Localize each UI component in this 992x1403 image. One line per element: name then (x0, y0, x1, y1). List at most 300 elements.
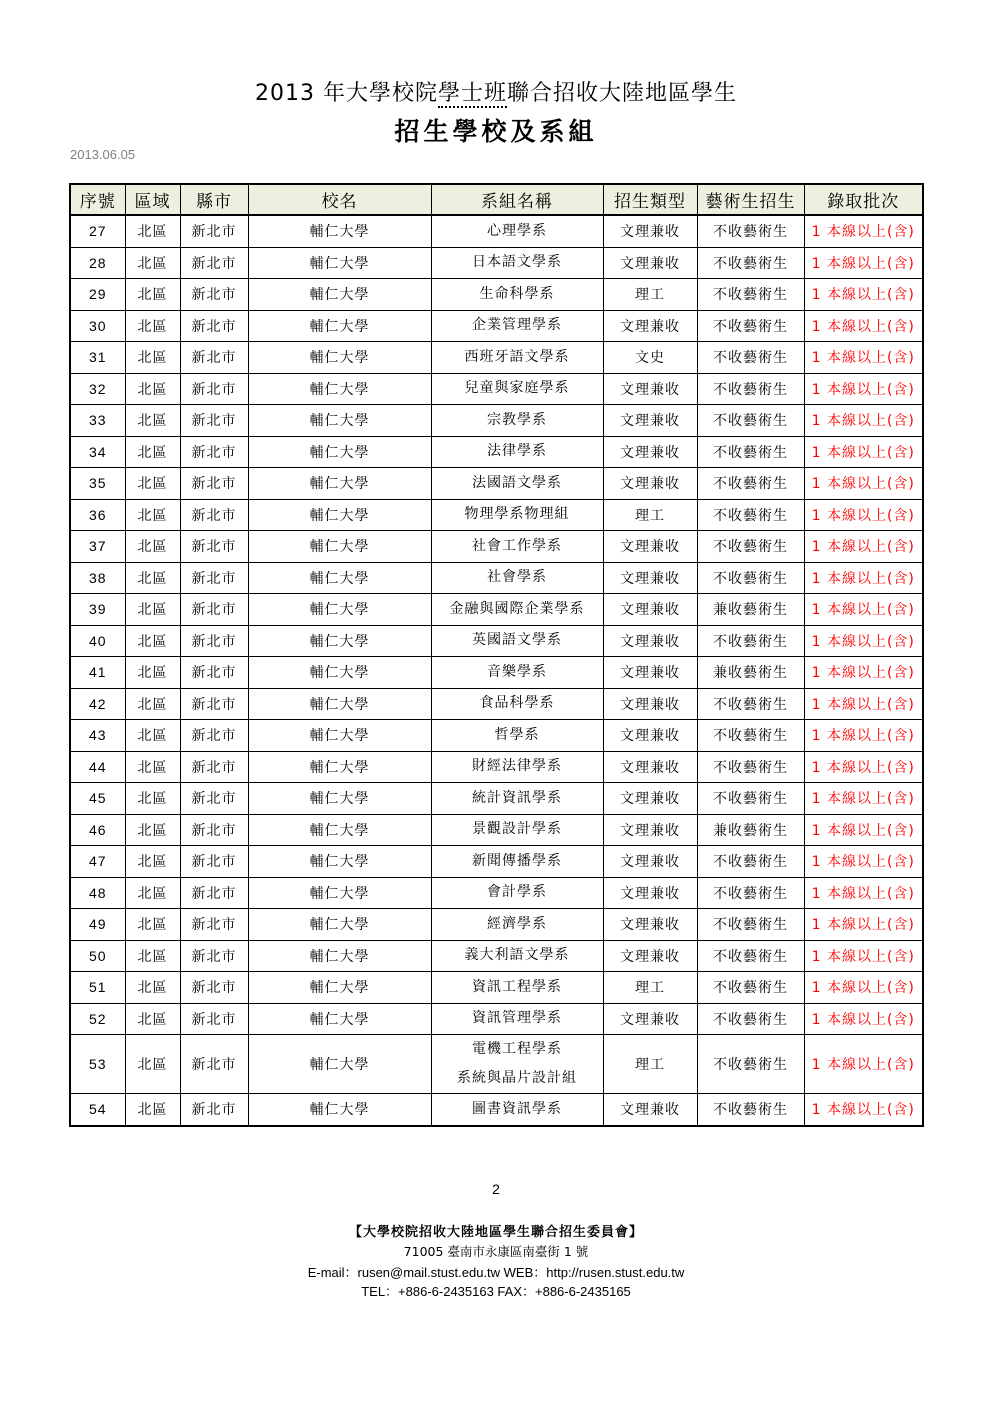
cell-admission-batch: 1 本線以上(含) (804, 531, 923, 563)
cell-art-student: 不收藝術生 (697, 1094, 804, 1126)
cell-art-student: 不收藝術生 (697, 625, 804, 657)
cell-region: 北區 (125, 279, 180, 311)
table-row (70, 405, 923, 437)
cell-department (431, 1035, 603, 1094)
cell-admission-batch: 1 本線以上(含) (804, 877, 923, 909)
cell-enroll-type: 文理兼收 (603, 405, 697, 437)
cell-department (431, 279, 603, 311)
cell-department (431, 751, 603, 783)
cell-admission-batch: 1 本線以上(含) (804, 940, 923, 972)
cell-art-student: 不收藝術生 (697, 688, 804, 720)
table-row (70, 1003, 923, 1035)
table-row (70, 373, 923, 405)
cell-enroll-type: 文理兼收 (603, 909, 697, 941)
cell-city: 新北市 (180, 531, 248, 563)
cell-admission-batch: 1 本線以上(含) (804, 814, 923, 846)
cell-seq: 30 (70, 310, 125, 342)
cell-enroll-type: 理工 (603, 279, 697, 311)
cell-seq: 34 (70, 436, 125, 468)
cell-region: 北區 (125, 972, 180, 1004)
table-row (70, 1094, 923, 1126)
cell-art-student: 兼收藝術生 (697, 657, 804, 689)
cell-region: 北區 (125, 247, 180, 279)
department-line: 法國語文學系 (472, 474, 562, 491)
cell-school: 輔仁大學 (248, 562, 431, 594)
cell-enroll-type: 理工 (603, 499, 697, 531)
department-line: 法律學系 (487, 443, 547, 460)
cell-art-student: 不收藝術生 (697, 783, 804, 815)
table-row (70, 436, 923, 468)
cell-seq: 41 (70, 657, 125, 689)
table-row (70, 342, 923, 374)
cell-seq: 51 (70, 972, 125, 1004)
cell-admission-batch: 1 本線以上(含) (804, 436, 923, 468)
cell-art-student: 不收藝術生 (697, 373, 804, 405)
department-line: 食品科學系 (479, 695, 555, 712)
cell-art-student: 不收藝術生 (697, 342, 804, 374)
department-line: 日本語文學系 (472, 254, 562, 271)
cell-school: 輔仁大學 (248, 909, 431, 941)
cell-enroll-type: 文理兼收 (603, 436, 697, 468)
cell-enroll-type: 文理兼收 (603, 720, 697, 752)
cell-department (431, 877, 603, 909)
cell-enroll-type: 文理兼收 (603, 594, 697, 626)
department-line: 經濟學系 (487, 915, 547, 932)
column-header: 縣市 (180, 184, 248, 215)
cell-city: 新北市 (180, 405, 248, 437)
cell-region: 北區 (125, 1094, 180, 1126)
cell-seq: 39 (70, 594, 125, 626)
footer-organization: 【大學校院招收大陸地區學生聯合招生委員會】 (348, 1225, 643, 1240)
cell-department (431, 373, 603, 405)
cell-city: 新北市 (180, 247, 248, 279)
cell-seq: 42 (70, 688, 125, 720)
cell-enroll-type: 文理兼收 (603, 531, 697, 563)
cell-seq: 50 (70, 940, 125, 972)
department-line: 圖書資訊學系 (472, 1100, 562, 1117)
cell-department (431, 1003, 603, 1035)
cell-school: 輔仁大學 (248, 972, 431, 1004)
cell-region: 北區 (125, 1035, 180, 1094)
cell-enroll-type: 文理兼收 (603, 688, 697, 720)
cell-department (431, 562, 603, 594)
table-row (70, 562, 923, 594)
cell-department (431, 499, 603, 531)
department-line: 社會學系 (487, 569, 547, 586)
cell-region: 北區 (125, 783, 180, 815)
cell-admission-batch: 1 本線以上(含) (804, 279, 923, 311)
cell-enroll-type: 文理兼收 (603, 1094, 697, 1126)
cell-city: 新北市 (180, 594, 248, 626)
cell-department (431, 342, 603, 374)
cell-city: 新北市 (180, 751, 248, 783)
department-line: 物理學系物理組 (464, 506, 570, 523)
cell-art-student: 不收藝術生 (697, 562, 804, 594)
table-row (70, 657, 923, 689)
cell-city: 新北市 (180, 972, 248, 1004)
cell-region: 北區 (125, 436, 180, 468)
cell-department (431, 436, 603, 468)
column-header: 系組名稱 (431, 184, 603, 215)
column-header: 區域 (125, 184, 180, 215)
department-line: 系統與晶片設計組 (457, 1070, 577, 1086)
cell-admission-batch: 1 本線以上(含) (804, 909, 923, 941)
cell-admission-batch: 1 本線以上(含) (804, 342, 923, 374)
cell-city: 新北市 (180, 657, 248, 689)
table-row (70, 247, 923, 279)
department-line: 兒童與家庭學系 (464, 380, 570, 397)
cell-school: 輔仁大學 (248, 310, 431, 342)
cell-department (431, 215, 603, 247)
cell-department (431, 468, 603, 500)
cell-art-student: 不收藝術生 (697, 468, 804, 500)
cell-admission-batch: 1 本線以上(含) (804, 751, 923, 783)
cell-department (431, 1094, 603, 1126)
cell-enroll-type: 文理兼收 (603, 877, 697, 909)
cell-admission-batch: 1 本線以上(含) (804, 499, 923, 531)
cell-school: 輔仁大學 (248, 405, 431, 437)
table-row (70, 279, 923, 311)
table-row (70, 814, 923, 846)
column-header: 校名 (248, 184, 431, 215)
footer-email-web: E-mail：rusen@mail.stust.edu.tw WEB：http://rusen.stust.edu.tw (307, 1265, 685, 1280)
cell-school: 輔仁大學 (248, 1035, 431, 1094)
cell-enroll-type: 文理兼收 (603, 751, 697, 783)
document-date: 2013.06.05 (70, 147, 136, 162)
department-line: 統計資訊學系 (472, 789, 562, 806)
department-line: 景觀設計學系 (472, 821, 562, 838)
table-row (70, 625, 923, 657)
cell-region: 北區 (125, 594, 180, 626)
cell-region: 北區 (125, 625, 180, 657)
table-row (70, 594, 923, 626)
cell-enroll-type: 文理兼收 (603, 1003, 697, 1035)
cell-school: 輔仁大學 (248, 877, 431, 909)
cell-region: 北區 (125, 877, 180, 909)
cell-seq: 36 (70, 499, 125, 531)
department-line: 新聞傳播學系 (472, 852, 562, 869)
cell-enroll-type: 理工 (603, 972, 697, 1004)
department-line: 財經法律學系 (472, 758, 562, 775)
cell-admission-batch: 1 本線以上(含) (804, 310, 923, 342)
cell-enroll-type: 文理兼收 (603, 215, 697, 247)
cell-school: 輔仁大學 (248, 436, 431, 468)
cell-art-student: 不收藝術生 (697, 909, 804, 941)
cell-admission-batch: 1 本線以上(含) (804, 405, 923, 437)
cell-enroll-type: 文理兼收 (603, 310, 697, 342)
cell-school: 輔仁大學 (248, 940, 431, 972)
cell-department (431, 657, 603, 689)
cell-region: 北區 (125, 909, 180, 941)
cell-admission-batch: 1 本線以上(含) (804, 720, 923, 752)
cell-art-student: 兼收藝術生 (697, 814, 804, 846)
department-line: 資訊工程學系 (472, 978, 562, 995)
department-line: 會計學系 (487, 884, 547, 901)
cell-region: 北區 (125, 814, 180, 846)
cell-admission-batch: 1 本線以上(含) (804, 972, 923, 1004)
table-row (70, 1035, 923, 1094)
cell-school: 輔仁大學 (248, 846, 431, 878)
cell-department (431, 594, 603, 626)
cell-school: 輔仁大學 (248, 657, 431, 689)
table-row (70, 215, 923, 247)
cell-admission-batch: 1 本線以上(含) (804, 846, 923, 878)
cell-region: 北區 (125, 310, 180, 342)
cell-city: 新北市 (180, 562, 248, 594)
cell-seq: 45 (70, 783, 125, 815)
cell-school: 輔仁大學 (248, 688, 431, 720)
cell-department (431, 247, 603, 279)
cell-region: 北區 (125, 405, 180, 437)
cell-region: 北區 (125, 562, 180, 594)
cell-seq: 28 (70, 247, 125, 279)
cell-enroll-type: 文理兼收 (603, 562, 697, 594)
cell-enroll-type: 文理兼收 (603, 657, 697, 689)
cell-seq: 43 (70, 720, 125, 752)
cell-art-student: 不收藝術生 (697, 720, 804, 752)
table-row (70, 783, 923, 815)
cell-art-student: 不收藝術生 (697, 972, 804, 1004)
department-line: 生命科學系 (479, 285, 555, 302)
cell-art-student: 不收藝術生 (697, 247, 804, 279)
cell-region: 北區 (125, 940, 180, 972)
cell-seq: 37 (70, 531, 125, 563)
table-row (70, 531, 923, 563)
cell-region: 北區 (125, 342, 180, 374)
table-header-row (70, 184, 923, 215)
cell-enroll-type: 文理兼收 (603, 373, 697, 405)
cell-city: 新北市 (180, 846, 248, 878)
cell-art-student: 不收藝術生 (697, 877, 804, 909)
department-line: 哲學系 (494, 726, 540, 743)
cell-department (431, 688, 603, 720)
cell-city: 新北市 (180, 720, 248, 752)
cell-city: 新北市 (180, 1094, 248, 1126)
cell-admission-batch: 1 本線以上(含) (804, 625, 923, 657)
cell-department (431, 310, 603, 342)
table-row (70, 972, 923, 1004)
cell-region: 北區 (125, 499, 180, 531)
document-title-line1 (0, 76, 992, 107)
cell-art-student: 不收藝術生 (697, 436, 804, 468)
cell-department (431, 531, 603, 563)
cell-city: 新北市 (180, 499, 248, 531)
cell-art-student: 不收藝術生 (697, 751, 804, 783)
cell-art-student: 兼收藝術生 (697, 594, 804, 626)
department-line: 義大利語文學系 (464, 947, 570, 964)
cell-school: 輔仁大學 (248, 247, 431, 279)
cell-admission-batch: 1 本線以上(含) (804, 1035, 923, 1094)
cell-school: 輔仁大學 (248, 814, 431, 846)
table-row (70, 499, 923, 531)
cell-department (431, 720, 603, 752)
cell-enroll-type: 文理兼收 (603, 625, 697, 657)
cell-department (431, 909, 603, 941)
cell-art-student: 不收藝術生 (697, 405, 804, 437)
department-line: 心理學系 (487, 222, 547, 239)
cell-enroll-type: 文理兼收 (603, 783, 697, 815)
cell-department (431, 814, 603, 846)
table-row (70, 310, 923, 342)
cell-art-student: 不收藝術生 (697, 1035, 804, 1094)
title-dotted-emphasis: 學士班 (437, 81, 507, 106)
cell-seq: 27 (70, 215, 125, 247)
page-number: 2 (492, 1181, 500, 1197)
department-line: 資訊管理學系 (472, 1010, 562, 1027)
title-prefix: 2013 年大學校院 (254, 81, 438, 106)
cell-admission-batch: 1 本線以上(含) (804, 688, 923, 720)
cell-school: 輔仁大學 (248, 468, 431, 500)
document-title-line2: 招生學校及系組 (394, 117, 598, 146)
title-suffix: 聯合招收大陸地區學生 (506, 81, 737, 106)
cell-admission-batch: 1 本線以上(含) (804, 594, 923, 626)
cell-region: 北區 (125, 373, 180, 405)
table-row (70, 688, 923, 720)
cell-city: 新北市 (180, 909, 248, 941)
cell-enroll-type: 文理兼收 (603, 940, 697, 972)
footer-phone-fax: TEL：+886-6-2435163 FAX：+886-6-2435165 (361, 1284, 631, 1299)
cell-admission-batch: 1 本線以上(含) (804, 373, 923, 405)
cell-seq: 29 (70, 279, 125, 311)
cell-department (431, 783, 603, 815)
cell-art-student: 不收藝術生 (697, 215, 804, 247)
cell-admission-batch: 1 本線以上(含) (804, 1003, 923, 1035)
cell-region: 北區 (125, 720, 180, 752)
cell-city: 新北市 (180, 279, 248, 311)
department-line: 西班牙語文學系 (464, 348, 570, 365)
cell-admission-batch: 1 本線以上(含) (804, 1094, 923, 1126)
cell-seq: 46 (70, 814, 125, 846)
cell-city: 新北市 (180, 814, 248, 846)
cell-art-student: 不收藝術生 (697, 846, 804, 878)
cell-seq: 53 (70, 1035, 125, 1094)
cell-school: 輔仁大學 (248, 1003, 431, 1035)
cell-school: 輔仁大學 (248, 215, 431, 247)
cell-city: 新北市 (180, 940, 248, 972)
cell-region: 北區 (125, 215, 180, 247)
cell-admission-batch: 1 本線以上(含) (804, 247, 923, 279)
cell-city: 新北市 (180, 1003, 248, 1035)
cell-city: 新北市 (180, 436, 248, 468)
cell-department (431, 972, 603, 1004)
cell-city: 新北市 (180, 783, 248, 815)
cell-seq: 54 (70, 1094, 125, 1126)
cell-school: 輔仁大學 (248, 531, 431, 563)
department-line: 社會工作學系 (472, 537, 562, 554)
cell-art-student: 不收藝術生 (697, 940, 804, 972)
cell-art-student: 不收藝術生 (697, 531, 804, 563)
table-row (70, 846, 923, 878)
cell-region: 北區 (125, 1003, 180, 1035)
cell-city: 新北市 (180, 1035, 248, 1094)
cell-seq: 32 (70, 373, 125, 405)
cell-school: 輔仁大學 (248, 373, 431, 405)
cell-school: 輔仁大學 (248, 783, 431, 815)
cell-admission-batch: 1 本線以上(含) (804, 468, 923, 500)
cell-seq: 31 (70, 342, 125, 374)
cell-school: 輔仁大學 (248, 594, 431, 626)
cell-city: 新北市 (180, 877, 248, 909)
department-line: 企業管理學系 (472, 317, 562, 334)
table-row (70, 877, 923, 909)
cell-seq: 40 (70, 625, 125, 657)
cell-region: 北區 (125, 751, 180, 783)
cell-enroll-type: 文理兼收 (603, 468, 697, 500)
cell-admission-batch: 1 本線以上(含) (804, 657, 923, 689)
cell-school: 輔仁大學 (248, 499, 431, 531)
cell-admission-batch: 1 本線以上(含) (804, 562, 923, 594)
cell-art-student: 不收藝術生 (697, 279, 804, 311)
cell-admission-batch: 1 本線以上(含) (804, 783, 923, 815)
table-row (70, 468, 923, 500)
column-header: 序號 (70, 184, 125, 215)
cell-city: 新北市 (180, 215, 248, 247)
cell-school: 輔仁大學 (248, 342, 431, 374)
column-header: 藝術生招生 (697, 184, 804, 215)
department-line: 電機工程學系 (472, 1041, 562, 1057)
cell-enroll-type: 文理兼收 (603, 247, 697, 279)
cell-school: 輔仁大學 (248, 720, 431, 752)
cell-seq: 44 (70, 751, 125, 783)
table-row (70, 909, 923, 941)
cell-city: 新北市 (180, 310, 248, 342)
cell-city: 新北市 (180, 342, 248, 374)
column-header: 招生類型 (603, 184, 697, 215)
cell-city: 新北市 (180, 688, 248, 720)
cell-city: 新北市 (180, 373, 248, 405)
cell-city: 新北市 (180, 625, 248, 657)
cell-school: 輔仁大學 (248, 279, 431, 311)
column-header: 錄取批次 (804, 184, 923, 215)
cell-seq: 47 (70, 846, 125, 878)
cell-school: 輔仁大學 (248, 1094, 431, 1126)
enrollment-table (69, 183, 924, 1127)
cell-region: 北區 (125, 846, 180, 878)
cell-region: 北區 (125, 468, 180, 500)
cell-region: 北區 (125, 531, 180, 563)
department-line: 音樂學系 (487, 663, 547, 680)
cell-seq: 52 (70, 1003, 125, 1035)
cell-school: 輔仁大學 (248, 751, 431, 783)
cell-art-student: 不收藝術生 (697, 310, 804, 342)
cell-seq: 35 (70, 468, 125, 500)
cell-art-student: 不收藝術生 (697, 499, 804, 531)
department-line: 金融與國際企業學系 (449, 600, 585, 617)
cell-department (431, 405, 603, 437)
table-row (70, 720, 923, 752)
department-line: 英國語文學系 (472, 632, 562, 649)
cell-department (431, 625, 603, 657)
cell-seq: 49 (70, 909, 125, 941)
cell-school: 輔仁大學 (248, 625, 431, 657)
cell-art-student: 不收藝術生 (697, 1003, 804, 1035)
cell-department (431, 846, 603, 878)
table-body (70, 215, 923, 1126)
footer-address: 71005 臺南市永康區南臺街 1 號 (403, 1244, 589, 1259)
cell-seq: 38 (70, 562, 125, 594)
table-row (70, 940, 923, 972)
cell-region: 北區 (125, 657, 180, 689)
cell-seq: 48 (70, 877, 125, 909)
cell-department (431, 940, 603, 972)
cell-enroll-type: 文史 (603, 342, 697, 374)
department-line: 宗教學系 (487, 411, 547, 428)
cell-region: 北區 (125, 688, 180, 720)
cell-enroll-type: 文理兼收 (603, 814, 697, 846)
cell-enroll-type: 理工 (603, 1035, 697, 1094)
cell-seq: 33 (70, 405, 125, 437)
cell-admission-batch: 1 本線以上(含) (804, 215, 923, 247)
